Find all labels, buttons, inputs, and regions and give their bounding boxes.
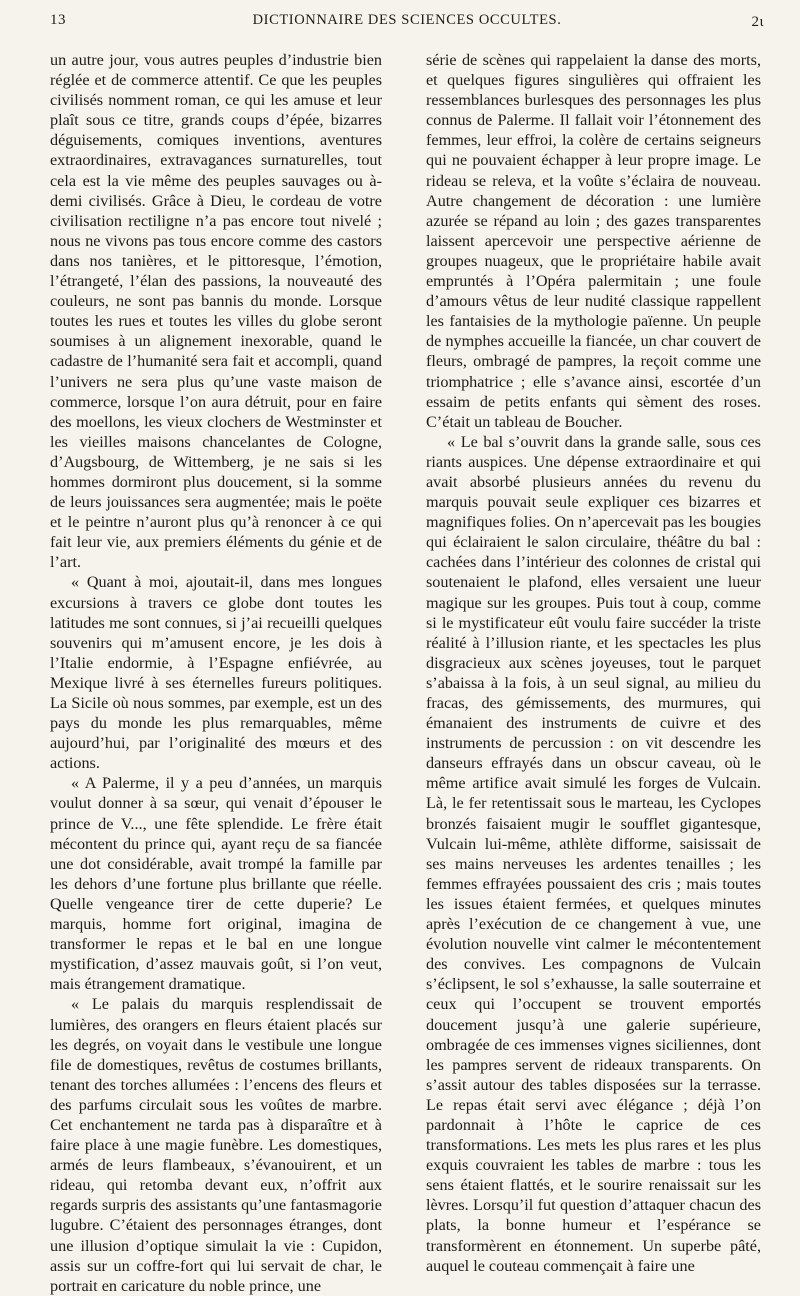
paragraph: un autre jour, vous autres peuples d’industrie bien réglée et de commerce attentif. Ce que les peuples civilisés nomment roman, ce qui les amuse et leur plaît sous ce titre, grands coups d’épée, bizarres déguisements, comiques inventions, aventures extraordinaires, extravagances surnaturelles, tout cela est la vie même des peuples sauvages ou à-demi civilisés. Grâce à Dieu, le cordeau de votre civilisation rectiligne n’a pas encore tout nivelé ; nous ne vivons pas tous encore comme des castors dans nos tanières, et le pittoresque, l’émotion, l’étrangeté, l’élan des passions, la nouveauté des couleurs, ne sont pas bannis du monde. Lorsque toutes les rues et toutes les villes du globe seront soumises à un alignement inexorable, quand le cadastre de l’humanité sera fait et accompli, quand l’univers ne sera plus qu’une vaste maison de commerce, lorsque l’on aura détruit, pour en faire des moellons, les vieux clochers de Westminster et les vieilles maisons chancelantes de Cologne, d’Augsbourg, de Wittemberg, je ne sais si les hommes dormiront plus doucement, si la somme de leurs jouissances sera augmentée; mais le poëte et le peintre n’auront plus qu’à renoncer à ce qui fait leur vie, aux premiers éléments du génie et de l’art. [50, 51, 382, 572]
running-title: DICTIONNAIRE DES SCIENCES OCCULTES. [252, 12, 562, 28]
page-number-left: 13 [50, 12, 66, 28]
page-number-right: 2ι [751, 14, 764, 30]
paragraph: série de scènes qui rappelaient la danse des morts, et quelques figures singulières qui offraient les ressemblances burlesques des personnages les plus connus de Palerme. Il fallait voir l’étonnement des femmes, leur effroi, la colère de certains seigneurs qui ne pouvaient échapper à leur propre image. Le rideau se releva, et la voûte s’éclaira de nouveau. Autre changement de décoration : une lumière azurée se répand au loin ; des gazes transparentes laissent apercevoir une perspective aérienne de groupes nuageux, que le propriétaire habile avait empruntés à l’Opéra palermitain ; une foule d’amours vêtus de leur nudité classique rappellent les fantaisies de la mythologie païenne. Un peuple de nymphes accueille la fiancée, un char couvert de fleurs, ombragé de pampres, la reçoit comme une triomphatrice ; elle s’avance ainsi, escortée d’un essaim de petits enfants qui sèment des roses. C’était un tableau de Boucher. [426, 51, 761, 431]
paragraph: « Le palais du marquis resplendissait de lumières, des orangers en fleurs étaient placés sur les degrés, on voyait dans le vestibule une longue file de domestiques, revêtus de costumes brillants, tenant des torches allumées : l’encens des fleurs et des parfums circulait sous les voûtes de marbre. Cet enchantement ne tarda pas à disparaître et à faire place à une magie funèbre. Les domestiques, armés de leurs flambeaux, s’évanouirent, et un rideau, qui retomba devant eux, n’offrit aux regards surpris des assistants qu’une fantasmagorie lugubre. C’étaient des personnages étranges, dont une illusion d’optique simulait la vie : Cupidon, assis sur un coffre-fort qui lui servait de char, le portrait en caricature du noble prince, une [50, 995, 382, 1295]
running-header [50, 12, 764, 34]
left-column [50, 50, 382, 1296]
paragraph: « A Palerme, il y a peu d’années, un marquis voulut donner à sa sœur, qui venait d’épouser le prince de V..., une fête splendide. Le frère était mécontent du prince qui, ayant reçu de sa fiancée une dot considérable, avait trompé la famille par les dehors d’une fortune plus brillante que réelle. Quelle vengeance tirer de cette duperie? Le marquis, homme fort original, imagina de transformer le repas et le bal en une longue mystification, d’assez mauvais goût, si l’on veut, mais étrangement dramatique. [50, 774, 382, 994]
right-column [426, 50, 761, 1276]
paragraph: « Le bal s’ouvrit dans la grande salle, sous ces riants auspices. Une dépense extraordinaire et qui avait absorbé plusieurs années du revenu du marquis pouvait seule expliquer ces bizarres et magnifiques folies. On n’apercevait pas les bougies qui éclairaient le salon circulaire, théâtre du bal : cachées dans l’intérieur des colonnes de cristal qui soutenaient le plafond, elles versaient une lueur magique sur les groupes. Puis tout à coup, comme si le mystificateur eût voulu faire succéder la triste réalité à l’illusion riante, et les spectacles les plus disgracieux aux scènes joyeuses, tout le parquet s’abaissa à la fois, à un seul signal, au milieu du fracas, des gémissements, des murmures, qui émanaient des instruments de cuivre et des instruments de percussion : on vit descendre les danseurs effrayés dans un obscur caveau, où le même artifice avait simulé les forges de Vulcain. Là, le fer retentissait sous le marteau, les Cyclopes bronzés faisaient mugir le soufflet gigantesque, Vulcain lui-même, athlète difforme, saisissait de ses mains nerveuses les ardentes tenailles ; les femmes effrayées poussaient des cris ; mais toutes les issues étaient fermées, et quelques minutes après l’exécution de ce changement à vue, une évolution nouvelle vint calmer le mécontentement des convives. Les compagnons de Vulcain s’éclipsent, le sol s’exhausse, la salle souterraine et ceux qui l’occupent se trouvent emportés doucement jusqu’à une galerie supérieure, ombragée de ces immenses vignes siciliennes, dont les pampres servent de rideaux transparents. On s’assit autour des tables disposées sur la terrasse. Le repas était servi avec élégance ; déjà l’on pardonnait à l’hôte le caprice de ces transformations. Les mets les plus rares et les plus exquis couvraient les tables de marbre : tous les sens étaient flattés, et le sourire renaissait sur les lèvres. Lorsqu’il fut question d’attaquer chacun des plats, la bonne humeur et l’espérance se transformèrent en étonnement. Un superbe pâté, auquel le couteau commençait à faire une [426, 432, 761, 1275]
paragraph: « Quant à moi, ajoutait-il, dans mes longues excursions à travers ce globe dont toutes les latitudes me sont connues, si j’ai recueilli quelques souvenirs qui m’amusent encore, je les dois à l’Italie endormie, à l’Espagne enfiévrée, au Mexique livré à ses éternelles fureurs politiques. La Sicile où nous sommes, par exemple, est un des pays du monde les plus remarquables, même aujourd’hui, par l’originalité des mœurs et des actions. [50, 573, 382, 773]
